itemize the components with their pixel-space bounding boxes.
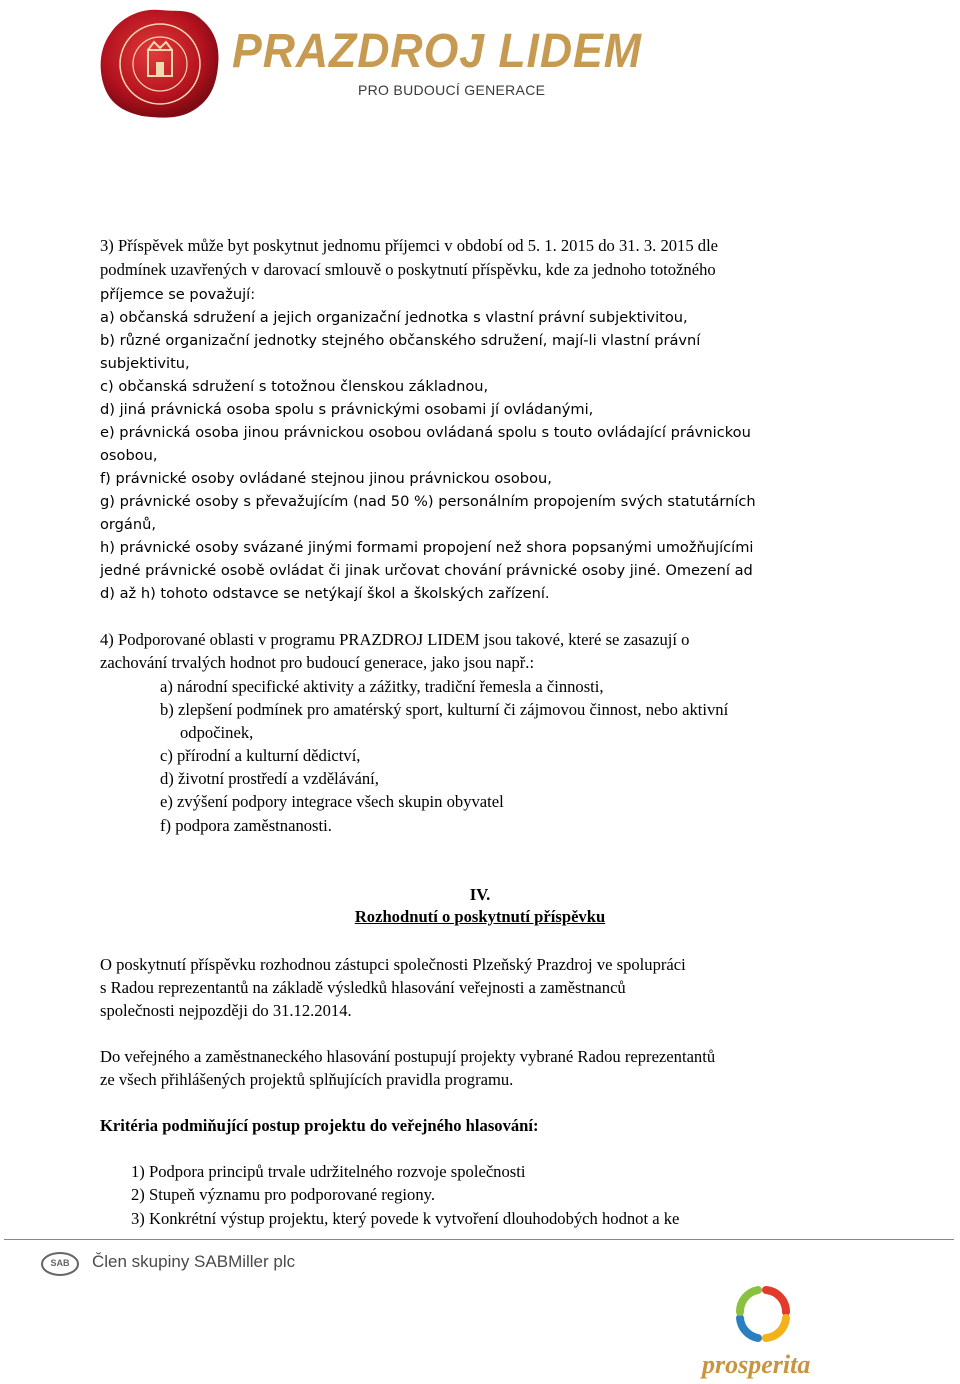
text-line: 4) Podporované oblasti v programu PRAZDROJ LIDEM jsou takové, které se zasazují o	[100, 630, 690, 649]
text-line: subjektivitu,	[100, 355, 190, 372]
svg-text:SAB: SAB	[50, 1258, 70, 1268]
list-item: 3) Konkrétní výstup projektu, který povede k vytvoření dlouhodobých hodnot a ke	[131, 1209, 680, 1228]
text-line: f) právnické osoby ovládané stejnou jinou právnickou osobou,	[100, 470, 552, 487]
sabmiller-logo	[40, 1251, 80, 1277]
list-item: f) podpora zaměstnanosti.	[160, 816, 332, 835]
text-line: Do veřejného a zaměstnaneckého hlasování postupují projekty vybrané Radou reprezentantů	[100, 1047, 716, 1066]
text-line: O poskytnutí příspěvku rozhodnou zástupci společnosti Plzeňský Prazdroj ve spolupráci	[100, 955, 686, 974]
text-line: ze všech přihlášených projektů splňujících pravidla programu.	[100, 1070, 514, 1089]
text-line: 3) Příspěvek může byt poskytnut jednomu příjemci v období od 5. 1. 2015 do 31. 3. 2015 dle	[100, 236, 719, 255]
criteria-heading: Kritéria podmiňující postup projektu do veřejného hlasování:	[100, 1116, 539, 1135]
footer-divider	[4, 1239, 954, 1240]
chapter-number: IV.	[469, 885, 491, 904]
list-item: d) životní prostředí a vzdělávání,	[160, 769, 379, 788]
text-line: s Radou reprezentantů na základě výsledků hlasování veřejnosti a zaměstnanců	[100, 978, 626, 997]
list-item: e) zvýšení podpory integrace všech skupin obyvatel	[160, 792, 504, 811]
text-line: podmínek uzavřených v darovací smlouvě o poskytnutí příspěvku, kde za jednoho totožného	[100, 260, 716, 279]
text-line: d) jiná právnická osoba spolu s právnickými osobami jí ovládanými,	[100, 401, 594, 418]
brand-subtitle: PRO BUDOUCÍ GENERACE	[358, 82, 546, 98]
text-line: e) právnická osoba jinou právnickou osobou ovládaná spolu s touto ovládající právnickou	[100, 424, 751, 441]
list-item: 1) Podpora principů trvale udržitelného rozvoje společnosti	[131, 1162, 526, 1181]
text-line: jedné právnické osobě ovládat či jinak určovat chování právnické osoby jiné. Omezení ad	[100, 562, 753, 579]
text-line: a) občanská sdružení a jejich organizační jednotka s vlastní právní subjektivitou,	[100, 309, 688, 326]
group-member-text: Člen skupiny SABMiller plc	[92, 1252, 296, 1271]
text-line: d) až h) tohoto odstavce se netýkají škol a školských zařízení.	[100, 585, 550, 602]
plzensky-prazdroj-seal-logo	[98, 8, 222, 120]
text-line: b) různé organizační jednotky stejného občanského sdružení, mají-li vlastní právní	[100, 332, 701, 349]
text-line: příjemce se považují:	[100, 286, 256, 303]
brand-name: PRAZDROJ LIDEM	[232, 25, 642, 78]
brand-block	[232, 25, 673, 98]
text-line: společnosti nejpozději do 31.12.2014.	[100, 1001, 352, 1020]
text-line: h) právnické osoby svázané jinými formami propojení než shora popsanými umožňujícími	[100, 539, 754, 556]
text-line: orgánů,	[100, 516, 157, 533]
list-item: 2) Stupeň významu pro podporované regiony.	[131, 1185, 435, 1204]
list-item: odpočinek,	[180, 723, 254, 742]
list-item: a) národní specifické aktivity a zážitky, tradiční řemesla a činnosti,	[160, 677, 604, 696]
text-line: g) právnické osoby s převažujícím (nad 50 %) personálním propojením svých statutárních	[100, 493, 756, 510]
list-item: b) zlepšení podmínek pro amatérský sport, kulturní či zájmovou činnost, nebo aktivní	[160, 700, 729, 719]
prosperita-wordmark: prosperita	[702, 1350, 811, 1379]
text-line: zachování trvalých hodnot pro budoucí generace, jako jsou např.:	[100, 653, 535, 672]
chapter-title: Rozhodnutí o poskytnutí příspěvku	[354, 907, 606, 926]
text-line: c) občanská sdružení s totožnou členskou základnou,	[100, 378, 489, 395]
list-item: c) přírodní a kulturní dědictví,	[160, 746, 361, 765]
text-line: osobou,	[100, 447, 158, 464]
